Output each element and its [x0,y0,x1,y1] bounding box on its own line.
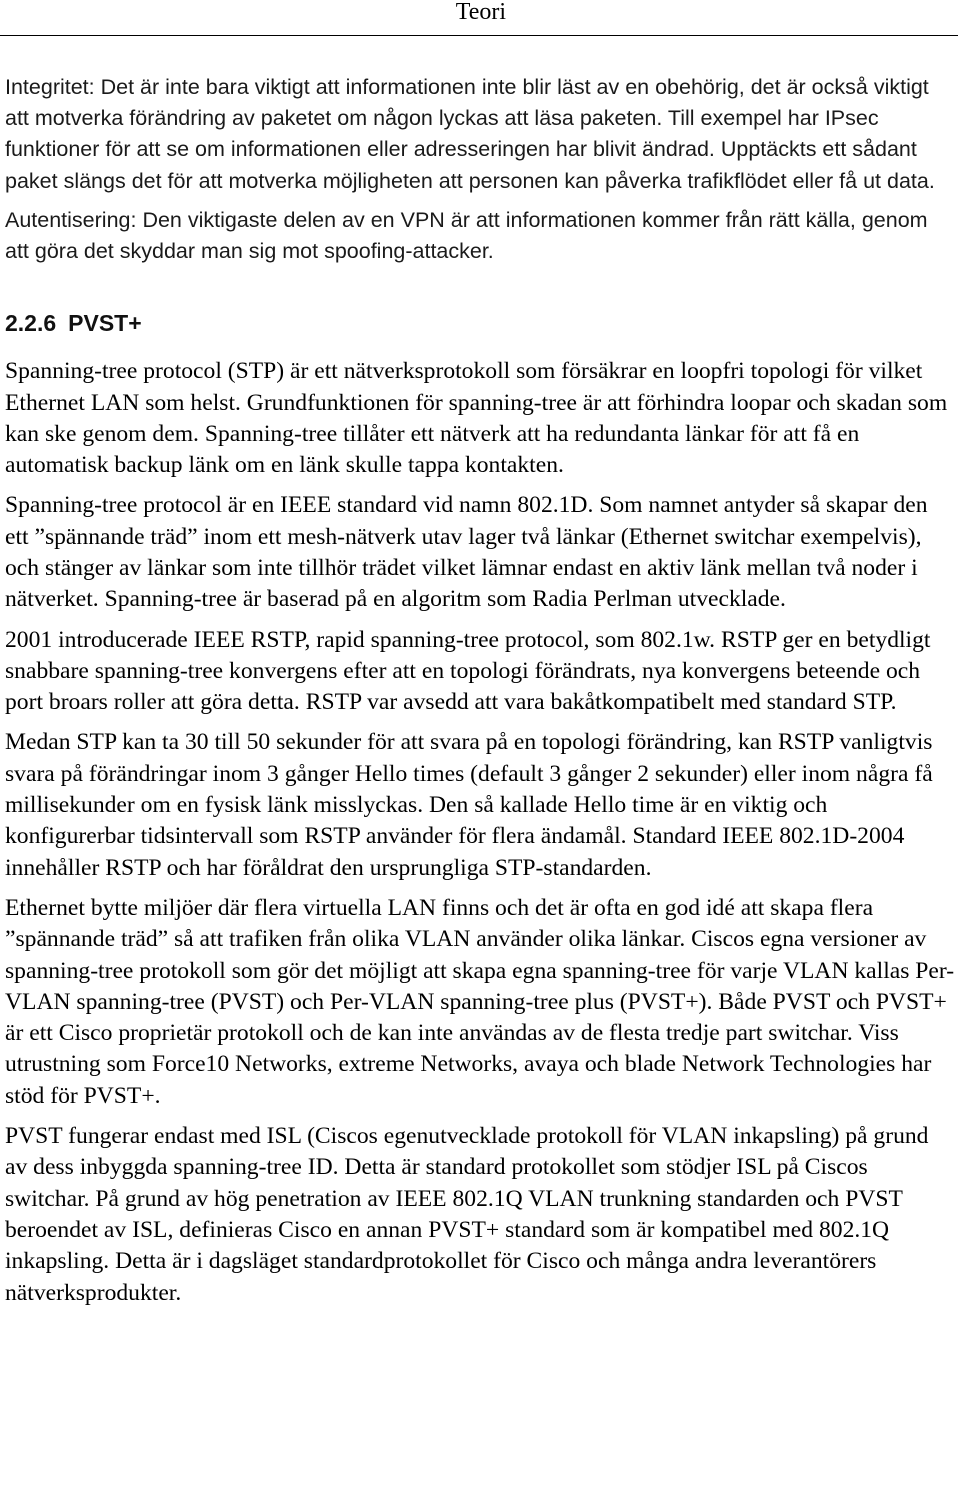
paragraph-integritet: Integritet: Det är inte bara viktigt att informationen inte blir läst av en obehörig, det är också viktigt att motverka förändring av paketet om någon lyckas att läsa paketen. Till exempel har IPsec funktioner för att se om informationen eller adresseringen har blivit ändrad. Upptäckts ett sådant paket slängs det för att motverka möjligheten att personen kan påverka trafikflödet eller få ut data. [5,75,935,193]
paragraph-pvst-isl: PVST fungerar endast med ISL (Ciscos egenutvecklade protokoll för VLAN inkapsling) på grund av dess inbyggda spanning-tree ID. Detta är standard protokollet som stödjer ISL på Ciscos switchar. På grund av hög penetration av IEEE 802.1Q VLAN trunkning standarden och PVST beroendet av ISL, definieras Cisco en annan PVST+ standard som är kompatibel med 802.1Q inkapsling. Detta är i dagsläget standardprotokollet för Cisco och många andra leverantörers nätverksprodukter. [5,1123,929,1306]
running-header-title: Teori [455,0,506,25]
section-title: PVST+ [68,310,142,337]
paragraph-rstp: 2001 introducerade IEEE RSTP, rapid spanning-tree protocol, som 802.1w. RSTP ger en betydligt snabbare spanning-tree konvergens efter att en topologi förändrats, nya konvergens beteende och port broars roller att göra detta. RSTP var avsedd att vara bakåtkompatibelt med standard STP. [5,626,931,716]
paragraph-stp-intro: Spanning-tree protocol (STP) är ett nätverksprotokoll som försäkrar en loopfri topologi för vilket Ethernet LAN som helst. Grundfunktionen för spanning-tree är att förhindra loopar och skadan som kan ske genom dem. Spanning-tree tillåter ett nätverk att ha redundanta länkar för att få en automatisk backup länk om en länk skulle tappa kontakten. [5,358,948,479]
section-heading [5,308,955,356]
paragraph-stp-standard: Spanning-tree protocol är en IEEE standard vid namn 802.1D. Som namnet antyder så skapar den ett ”spännande träd” inom ett mesh-nätverk utav lager två länkar (Ethernet switchar exempelvis), och stänger av länkar som inte tillhör trädet vilket lämnar endast en aktiv länk mellan två noder i nätverket. Spanning-tree är baserad på en algoritm som Radia Perlman utvecklade. [5,492,928,613]
paragraph-autentisering: Autentisering: Den viktigaste delen av en VPN är att informationen kommer från rätt källa, genom att göra det skyddar man sig mot spoofing-attacker. [5,207,928,264]
paragraph-rstp-timing: Medan STP kan ta 30 till 50 sekunder för att svara på en topologi förändring, kan RSTP vanligtvis svara på förändringar inom 3 gånger Hello times (default 3 gånger 2 sekunder) eller inom några få millisekunder om en fysisk länk misslyckas. Den så kallade Hello time är en viktig och konfigurerbar tidsintervall som RSTP använder för flera ändamål. Standard IEEE 802.1D-2004 innehåller RSTP och har föråldrat den ursprungliga STP-standarden. [5,729,933,881]
page-content [5,72,955,1318]
paragraph-pvst-intro: Ethernet bytte miljöer där flera virtuella LAN finns och det är ofta en god idé att skapa flera ”spännande träd” så att trafiken från olika VLAN använder olika länkar. Ciscos egna versioner av spanning-tree protokoll som gör det möjligt att skapa egna spanning-tree för varje VLAN kallas Per-VLAN spanning-tree (PVST) och Per-VLAN spanning-tree plus (PVST+). Både PVST och PVST+ är ett Cisco proprietär protokoll och de kan inte användas av de flesta tredje part switchar. Viss utrustning som Force10 Networks, extreme Networks, avaya och blade Network Technologies har stöd för PVST+. [5,894,955,1109]
header-rule [0,35,958,36]
section-number: 2.2.6 [5,310,57,337]
